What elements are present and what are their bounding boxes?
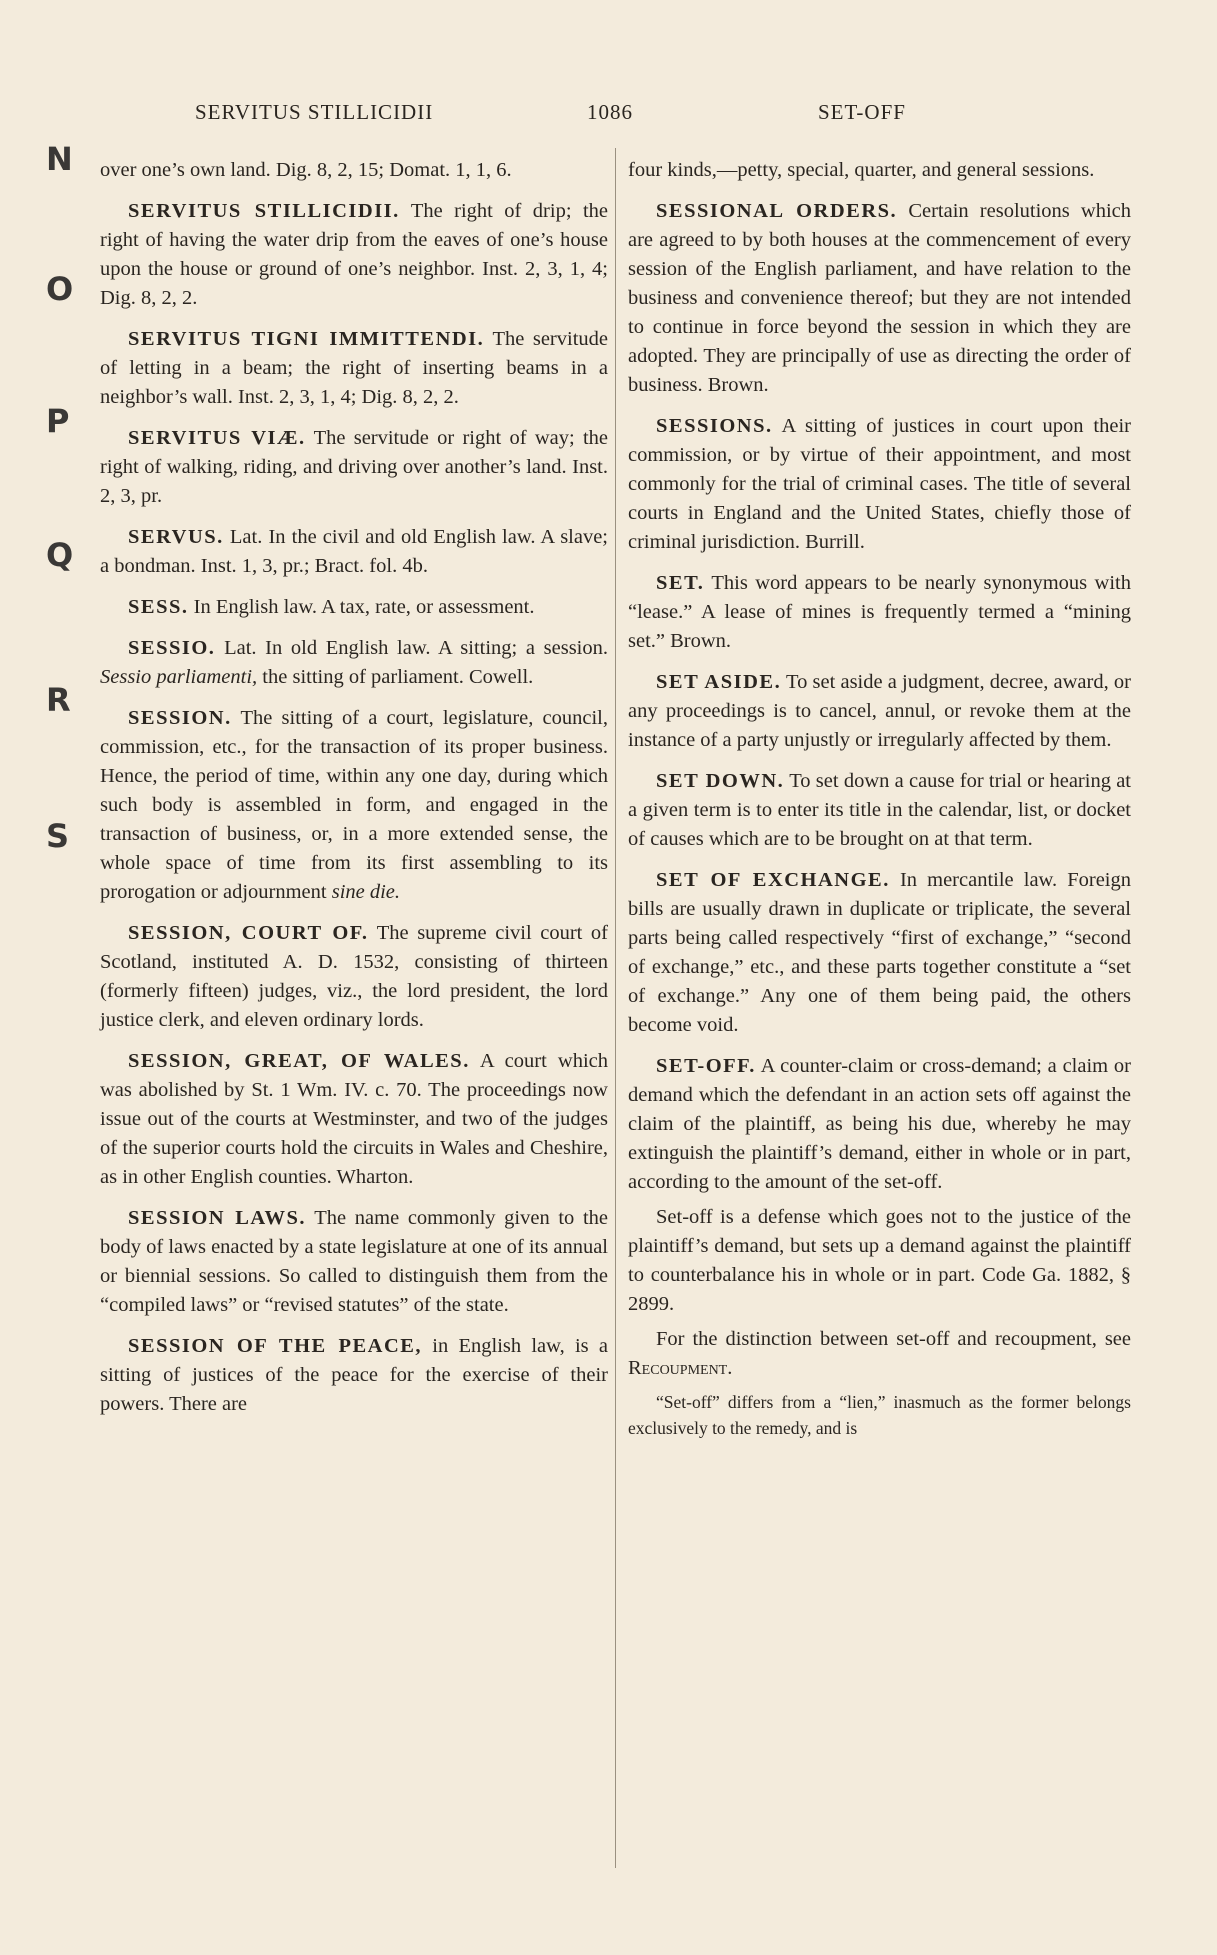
entry-set-of-exchange: SET OF EXCHANGE. In mercantile law. Foreign bills are usually drawn in duplicate or triplicate, the several parts being called respectively “first of exchange,” “second of exchange,” etc., and these parts together constitute a “set of exchange.” Any one of them being paid, the others become void. [628, 869, 1132, 1036]
headword: SET. [656, 572, 705, 594]
entry-session-court-of: SESSION, COURT OF. The supreme civil court of Scotland, instituted A. D. 1532, consisting of thirteen (formerly fifteen) judges, viz., the lord president, the lord justice clerk, and eleven ordinary lords. [100, 922, 608, 1031]
headword: SESSION, GREAT, OF WALES. [128, 1050, 470, 1072]
headword: SET OF EXCHANGE. [656, 869, 890, 891]
entry-session-laws: SESSION LAWS. The name commonly given to the body of laws enacted by a state legislature at one of its annual or biennial sessions. So called to distinguish them from the “compiled laws” or “revised statutes” of the state. [100, 1207, 608, 1316]
entry-session: SESSION. The sitting of a court, legislature, council, commission, etc., for the transaction of its proper business. Hence, the period of time, within any one day, during which such body is assembled in form, and engaged in the transaction of business, or, in a more extended sense, the whole space of time from its first assembling to its prorogation or adjournment sine die. [100, 707, 608, 903]
running-head-right: SET-OFF [818, 100, 906, 124]
headword: SESSION. [128, 707, 232, 729]
headword: SERVITUS VIÆ. [128, 427, 306, 449]
entry-set-off-paragraph: Set-off is a defense which goes not to the justice of the plaintiff’s demand, but sets up a demand against the plaintiff to counterbalance his in whole or in part. Code Ga. 1882, § 2899. [628, 1206, 1131, 1315]
headword: SESSIONAL ORDERS. [656, 200, 898, 222]
headword: SESSION, COURT OF. [128, 922, 369, 944]
entry-set: SET. This word appears to be nearly synonymous with “lease.” A lease of mines is frequently termed a “mining set.” Brown. [628, 572, 1131, 652]
thumb-index-letter[interactable]: Q [46, 536, 74, 574]
entry-set-off: SET-OFF. A counter-claim or cross-demand; a claim or demand which the defendant in an action sets off against the claim of the plaintiff, as being his due, whereby he may extinguish the plaintiff’s demand, either in whole or in part, according to the amount of the set-off. [628, 1055, 1131, 1193]
thumb-index-letter[interactable]: S [46, 817, 70, 855]
left-column [100, 156, 608, 1431]
headword: SESSION LAWS. [128, 1207, 306, 1229]
italic-term: sine die. [331, 881, 401, 903]
headword: SESSIONS. [656, 415, 773, 437]
entry-servus: SERVUS. Lat. In the civil and old English law. A slave; a bondman. Inst. 1, 3, pr.; Bract. fol. 4b. [100, 526, 609, 577]
page-number: 1086 [587, 100, 633, 124]
thumb-index-letter[interactable]: P [46, 402, 70, 440]
entry-sessional-orders: SESSIONAL ORDERS. Certain resolutions which are agreed to by both houses at the commencement of every session of the English parliament, and have relation to the business and convenience thereof; but they are not intended to continue in force beyond the session in which they are adopted. They are principally of use as directing the order of business. Brown. [628, 200, 1132, 396]
entry-servitus-tigni-immittendi: SERVITUS TIGNI IMMITTENDI. The servitude of letting in a beam; the right of inserting beams in a neighbor’s wall. Inst. 2, 3, 1, 4; Dig. 8, 2, 2. [100, 328, 608, 408]
entry-continuation: over one’s own land. Dig. 8, 2, 15; Domat. 1, 1, 6. [100, 159, 512, 181]
entry-servitus-stillicidii: SERVITUS STILLICIDII. The right of drip; the right of having the water drip from the eaves of one’s house upon the house or ground of one’s neighbor. Inst. 2, 3, 1, 4; Dig. 8, 2, 2. [100, 200, 608, 309]
entry-session-of-the-peace: SESSION OF THE PEACE, in English law, is a sitting of justices of the peace for the exercise of their powers. There are [100, 1335, 608, 1415]
entry-sessio: SESSIO. Lat. In old English law. A sitting; a session. Sessio parliamenti, the sitting of parliament. Cowell. [100, 637, 608, 688]
entry-sessions: SESSIONS. A sitting of justices in court upon their commission, or by virtue of their appointment, and most commonly for the trial of criminal cases. The title of several courts in England and the United States, chiefly those of criminal jurisdiction. Burrill. [628, 415, 1131, 553]
entry-set-off-paragraph: For the distinction between set-off and recoupment, see Recoupment. [628, 1328, 1131, 1379]
headword: SESS. [128, 596, 189, 618]
headword: SERVITUS TIGNI IMMITTENDI. [128, 328, 485, 350]
running-head-left: SERVITUS STILLICIDII [195, 100, 434, 124]
entry-servitus-viae: SERVITUS VIÆ. The servitude or right of way; the right of walking, riding, and driving over another’s land. Inst. 2, 3, pr. [100, 427, 609, 507]
entry-session-great-of-wales: SESSION, GREAT, OF WALES. A court which was abolished by St. 1 Wm. IV. c. 70. The proceedings now issue out of the courts at Westminster, and two of the judges of the superior courts hold the circuits in Wales and Cheshire, as in other English counties. Wharton. [100, 1050, 608, 1188]
headword: SET DOWN. [656, 770, 785, 792]
entry-set-off-note: “Set-off” differs from a “lien,” inasmuch as the former belongs exclusively to the remedy, and is [628, 1392, 1131, 1438]
cross-reference: Recoupment. [628, 1357, 733, 1379]
entry-sess: SESS. In English law. A tax, rate, or assessment. [128, 596, 535, 618]
running-head [0, 100, 1217, 130]
entry-set-down: SET DOWN. To set down a cause for trial or hearing at a given term is to enter its title in the calendar, list, or docket of causes which are to be brought on at that term. [628, 770, 1131, 850]
right-column [628, 156, 1131, 1453]
headword: SERVUS. [128, 526, 224, 548]
entry-continuation: four kinds,—petty, special, quarter, and general sessions. [628, 159, 1095, 181]
headword: SERVITUS STILLICIDII. [128, 200, 400, 222]
headword: SET-OFF. [656, 1055, 756, 1077]
entry-set-aside: SET ASIDE. To set aside a judgment, decree, award, or any proceedings is to cancel, annul, or revoke them at the instance of a party unjustly or irregularly affected by them. [628, 671, 1131, 751]
thumb-index-letter[interactable]: N [46, 140, 73, 178]
column-divider [615, 148, 616, 1868]
headword: SESSIO. [128, 637, 216, 659]
thumb-index-letter[interactable]: R [46, 681, 71, 719]
headword: SET ASIDE. [656, 671, 782, 693]
headword: SESSION OF THE PEACE, [128, 1335, 423, 1357]
italic-term: Sessio parliamenti, [100, 666, 258, 688]
thumb-index-letter[interactable]: O [46, 270, 74, 308]
